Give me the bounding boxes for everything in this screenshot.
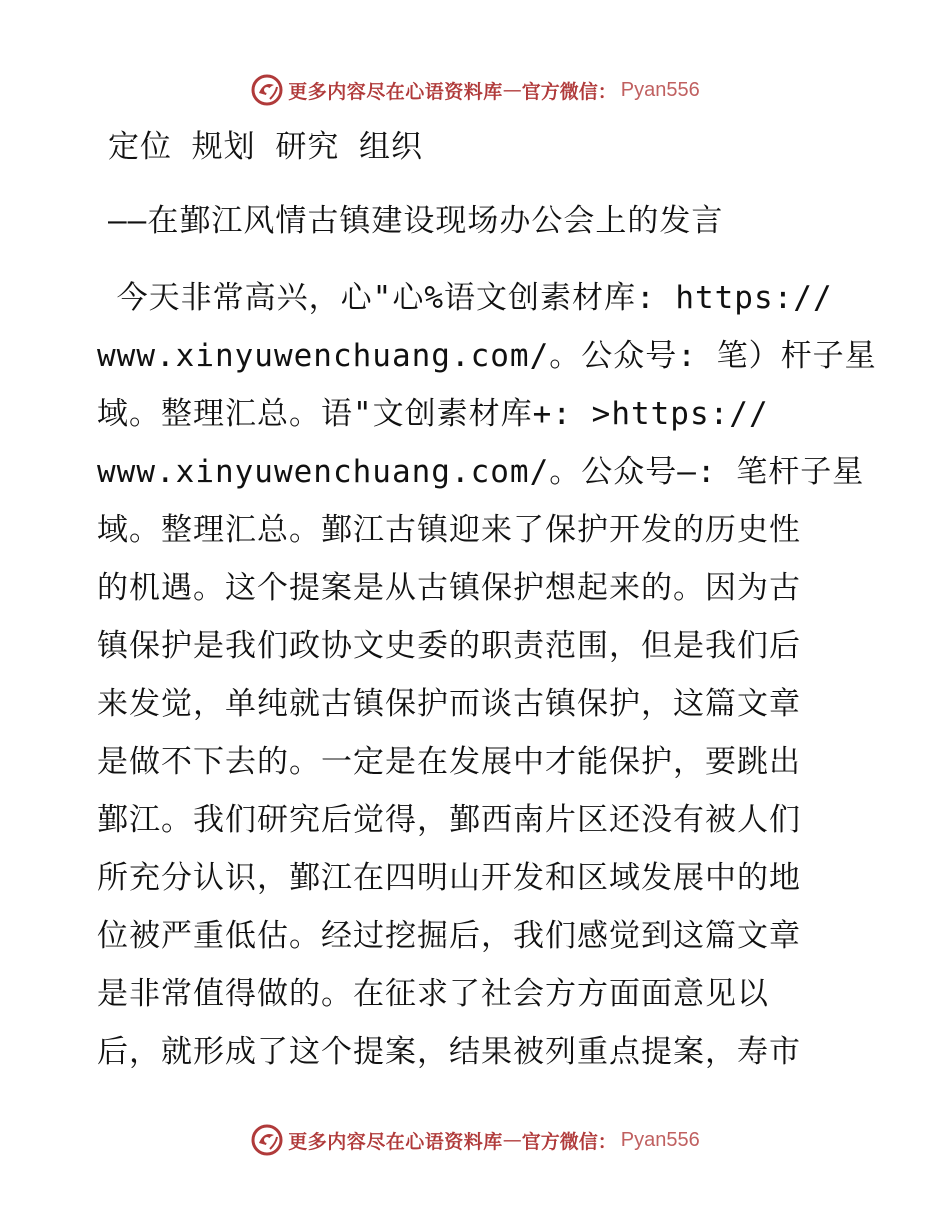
- banner-separator: —: [502, 1129, 522, 1151]
- document-body: [97, 269, 877, 1081]
- body-line: 位被严重低估。经过挖掘后，我们感觉到这篇文章: [97, 918, 801, 954]
- body-line: 域。整理汇总。语"文创素材库+: >https://: [97, 396, 769, 432]
- document-title: 定位 规划 研究 组织: [108, 129, 423, 165]
- footer-banner: [0, 1120, 950, 1160]
- document-subtitle: ——在鄞江风情古镇建设现场办公会上的发言: [108, 203, 724, 239]
- body-line: www.xinyuwenchuang.com/。公众号—: 笔杆子星: [97, 454, 865, 490]
- header-banner: [0, 70, 950, 110]
- banner-label: 官方微信：: [521, 80, 617, 103]
- body-line: 所充分认识，鄞江在四明山开发和区域发展中的地: [97, 860, 801, 896]
- banner-main-text: 更多内容尽在心语资料库: [288, 80, 503, 103]
- body-line: 后，就形成了这个提案，结果被列重点提案，寿市: [97, 1034, 801, 1070]
- banner-wechat-id: Pyan556: [620, 78, 700, 101]
- banner-label: 官方微信：: [521, 1130, 617, 1153]
- body-line: 是做不下去的。一定是在发展中才能保护，要跳出: [97, 744, 801, 780]
- red-swirl-logo-icon: [250, 1123, 284, 1157]
- banner-main-text: 更多内容尽在心语资料库: [288, 1130, 503, 1153]
- body-line: www.xinyuwenchuang.com/。公众号: 笔）杆子星: [97, 338, 877, 374]
- body-line: 域。整理汇总。鄞江古镇迎来了保护开发的历史性: [97, 512, 801, 548]
- body-line: 的机遇。这个提案是从古镇保护想起来的。因为古: [97, 570, 801, 606]
- body-line: 鄞江。我们研究后觉得，鄞西南片区还没有被人们: [97, 802, 801, 838]
- banner-separator: —: [502, 79, 522, 101]
- banner-wechat-id: Pyan556: [620, 1128, 700, 1151]
- body-line: 是非常值得做的。在征求了社会方方面面意见以: [97, 976, 769, 1012]
- body-line: 今天非常高兴，心"心%语文创素材库: https://: [97, 280, 833, 316]
- body-line: 镇保护是我们政协文史委的职责范围，但是我们后: [97, 628, 801, 664]
- body-line: 来发觉，单纯就古镇保护而谈古镇保护，这篇文章: [97, 686, 801, 722]
- red-swirl-logo-icon: [250, 73, 284, 107]
